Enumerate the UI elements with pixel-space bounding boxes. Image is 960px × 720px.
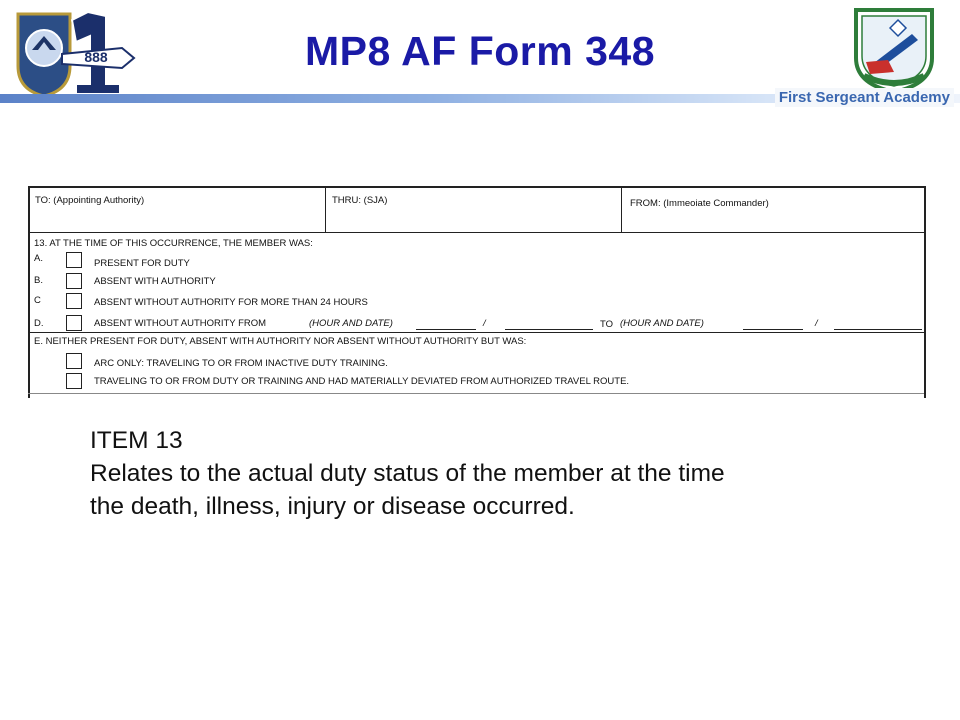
page-title: MP8 AF Form 348: [304, 28, 655, 74]
option-c-checkbox[interactable]: [66, 293, 82, 309]
option-a-label: PRESENT FOR DUTY: [94, 258, 190, 269]
explanation-line-1: Relates to the actual duty status of the member at the time: [90, 460, 725, 487]
emblem-digit-text: 1: [22, 12, 23, 13]
d-slash-1: /: [483, 318, 486, 329]
option-d-letter: D.: [34, 318, 44, 329]
option-c-letter: C: [34, 295, 41, 306]
form-divider: [621, 186, 622, 232]
af-form-348-excerpt: [28, 186, 924, 396]
d-from-time-field[interactable]: [505, 329, 593, 330]
d-hour-date-2: (HOUR AND DATE): [620, 318, 704, 329]
item-title: ITEM 13: [90, 427, 183, 454]
option-c-label: ABSENT WITHOUT AUTHORITY FOR MORE THAN 24 HOURS: [94, 297, 368, 308]
d-to-time-field[interactable]: [834, 329, 922, 330]
option-a-checkbox[interactable]: [66, 252, 82, 268]
to-label: TO: (Appointing Authority): [35, 195, 145, 206]
option-e2-label: TRAVELING TO OR FROM DUTY OR TRAINING AND HAD MATERIALLY DEVIATED FROM AUTHORIZED TRAVEL ROUTE.: [94, 376, 630, 387]
explanation-line-2: the death, illness, injury or disease occurred.: [90, 493, 575, 520]
from-label: FROM: (Immeoiate Commander): [630, 198, 769, 209]
d-hour-date-1: (HOUR AND DATE): [309, 318, 393, 329]
form-divider: [28, 332, 924, 333]
option-e2-checkbox[interactable]: [66, 373, 82, 389]
option-b-label: ABSENT WITH AUTHORITY: [94, 276, 216, 287]
option-b-letter: B.: [34, 275, 43, 286]
d-from-date-field[interactable]: [416, 329, 476, 330]
option-e1-label: ARC ONLY: TRAVELING TO OR FROM INACTIVE DUTY TRAINING.: [94, 358, 388, 369]
d-slash-2: /: [815, 318, 818, 329]
d-to-label: TO: [600, 319, 614, 330]
thru-label: THRU: (SJA): [332, 195, 388, 206]
academy-label: First Sergeant Academy: [775, 88, 954, 107]
first-sergeant-academy-emblem-icon: [848, 6, 940, 94]
option-d-label: ABSENT WITHOUT AUTHORITY FROM: [94, 318, 267, 329]
option-a-letter: A.: [34, 253, 43, 264]
form-divider: [28, 393, 924, 394]
emblem-number-text: 888: [84, 49, 108, 65]
form-divider: [28, 232, 924, 233]
item13-heading: 13. AT THE TIME OF THIS OCCURRENCE, THE MEMBER WAS:: [34, 238, 313, 249]
form-divider: [325, 186, 326, 232]
option-e-heading: E. NEITHER PRESENT FOR DUTY, ABSENT WITH AUTHORITY NOR ABSENT WITHOUT AUTHORITY BUT WAS:: [34, 336, 527, 347]
option-d-checkbox[interactable]: [66, 315, 82, 331]
option-e1-checkbox[interactable]: [66, 353, 82, 369]
option-b-checkbox[interactable]: [66, 273, 82, 289]
d-to-date-field[interactable]: [743, 329, 803, 330]
item-13-explanation: [90, 424, 940, 523]
